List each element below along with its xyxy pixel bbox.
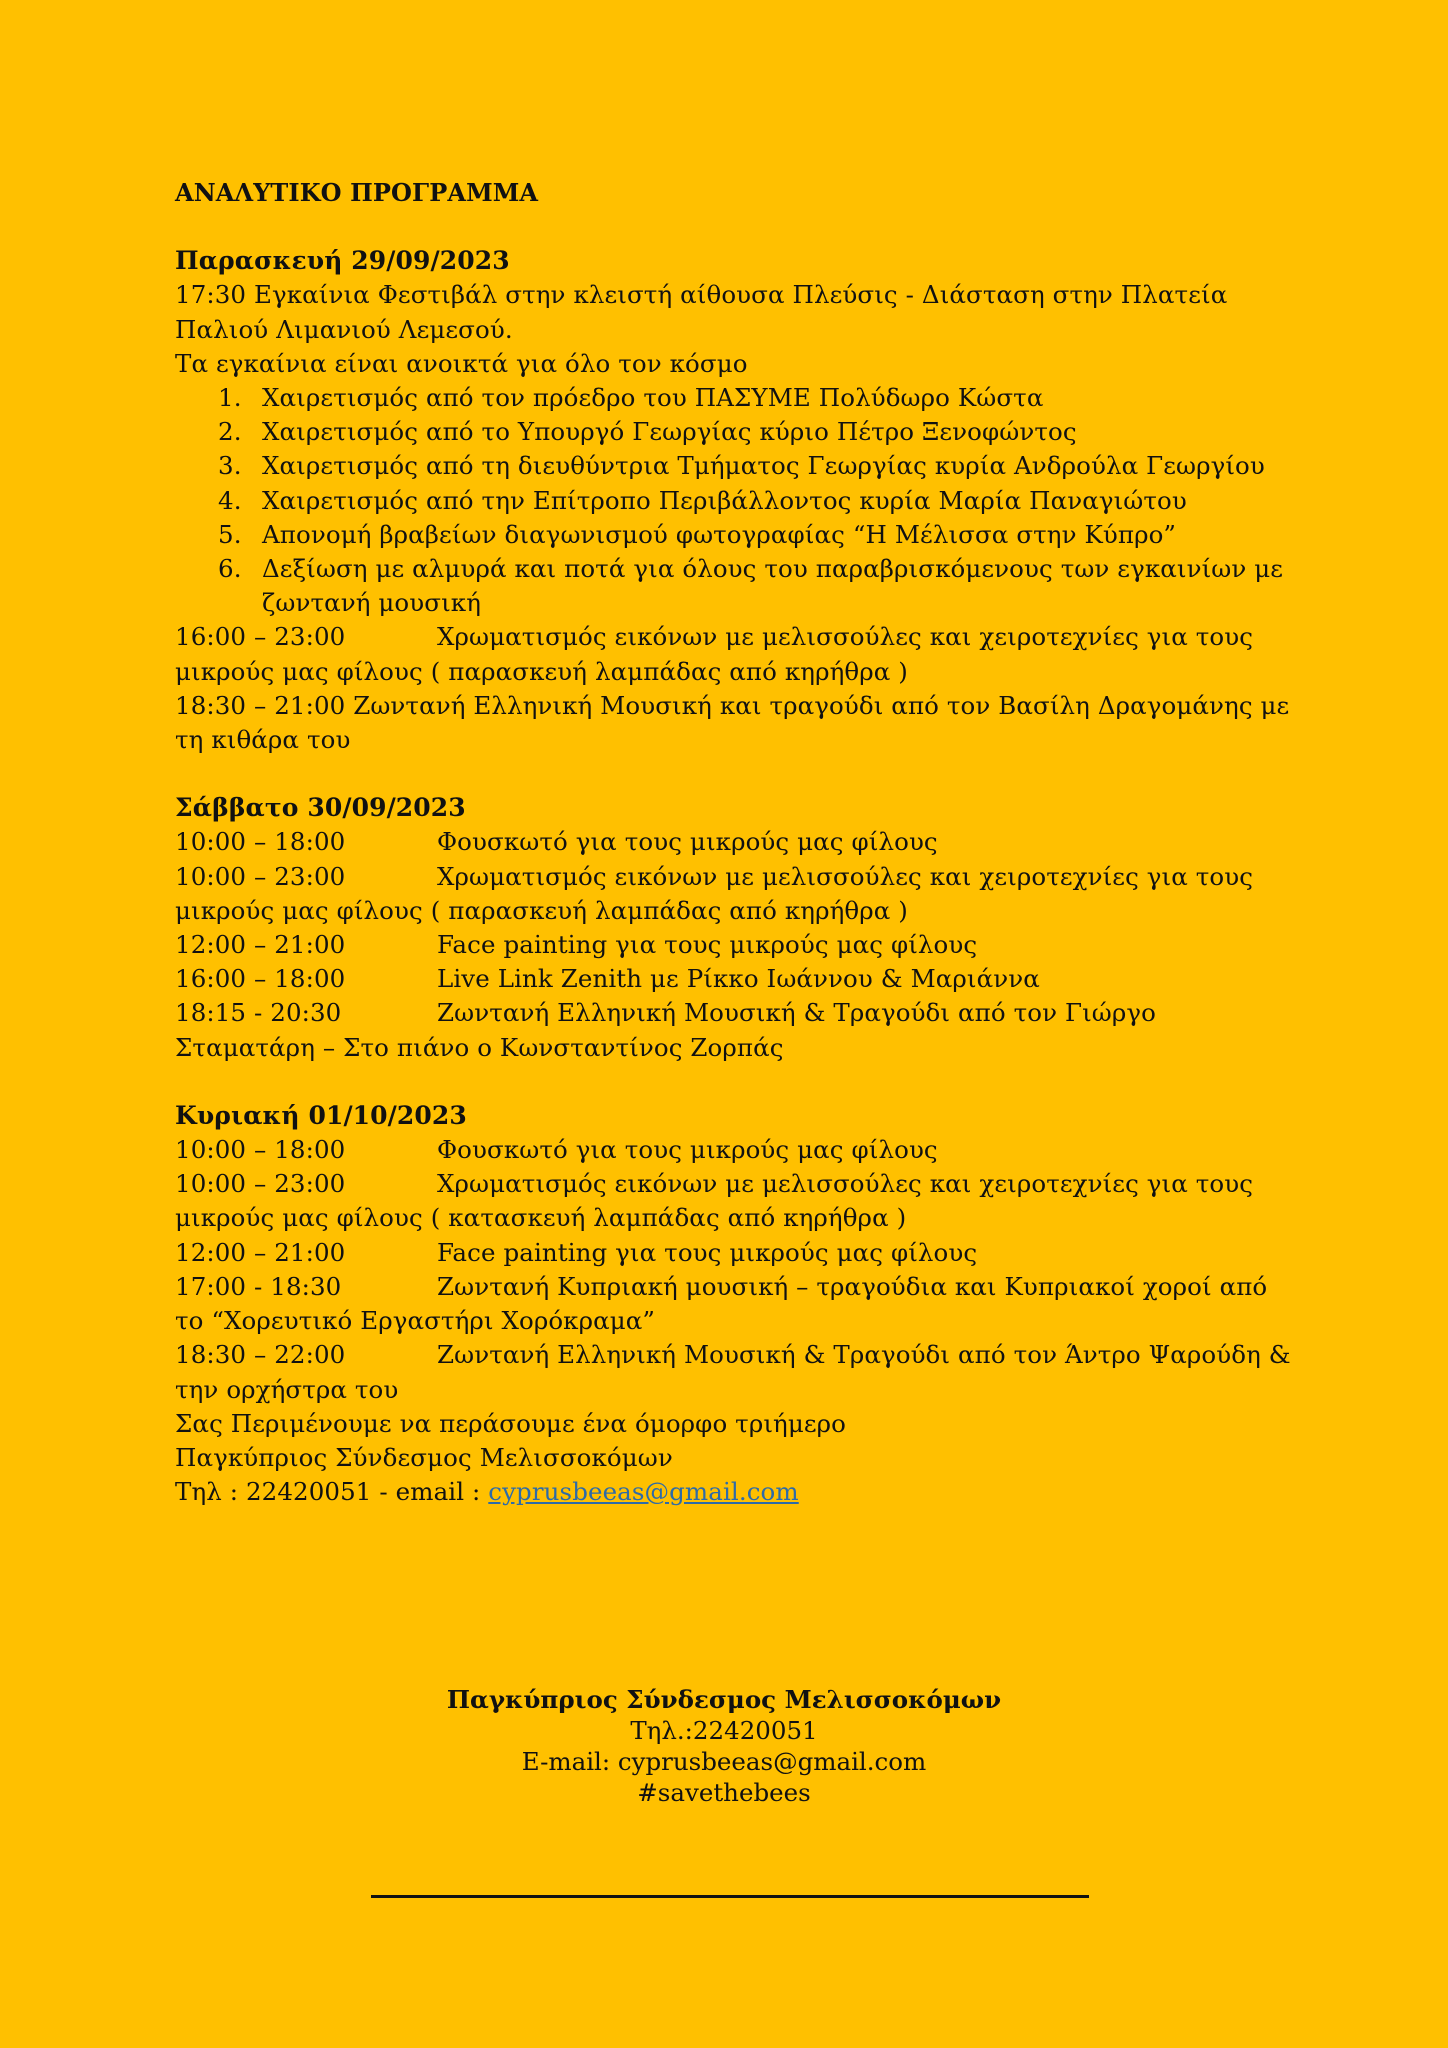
list-text: Δεξίωση με αλμυρά και ποτά για όλους του παραβρισκόμενους των εγκαινίων με ζωντανή μουσική <box>262 554 1284 618</box>
contact-line <box>175 1475 1295 1509</box>
ceremony-item <box>175 552 1295 620</box>
event-time: 12:00 – 21:00 <box>175 1237 346 1267</box>
event-time: 10:00 – 18:00 <box>175 1135 346 1165</box>
event-description: Face painting για τους μικρούς μας φίλους <box>437 1237 978 1267</box>
list-text: Χαιρετισμός από τη διευθύντρια Τμήματος Γεωργίας κυρία Ανδρούλα Γεωργίου <box>262 451 1265 481</box>
footer-email: E-mail: cyprusbeeas@gmail.com <box>521 1747 927 1776</box>
event-description: Φουσκωτό για τους μικρούς μας φίλους <box>437 1135 938 1165</box>
day-heading: Παρασκευή 29/09/2023 <box>175 246 510 276</box>
event-description: Χρωματισμός εικόνων με μελισσούλες και χειροτεχνίες για τους μικρούς μας φίλους ( κατασκευή λαμπάδας από κηρήθρα ) <box>175 1169 1254 1233</box>
list-number: 3. <box>218 451 242 481</box>
document-title: ΑΝΑΛΥΤΙΚΟ ΠΡΟΓΡΑΜΜΑ <box>175 178 539 207</box>
ceremony-item <box>175 415 1295 449</box>
schedule-entry <box>175 996 1295 1064</box>
ceremony-item <box>175 518 1295 552</box>
schedule-entry <box>175 1236 1295 1270</box>
footer-phone: Τηλ.:22420051 <box>630 1716 818 1745</box>
day-heading: Σάββατο 30/09/2023 <box>175 793 466 823</box>
footer-hashtag: #savethebees <box>637 1778 811 1807</box>
schedule-entry <box>175 1133 1295 1167</box>
event-description: Ζωντανή Ελληνική Μουσική & Τραγούδι από τον Άντρο Ψαρούδη & την ορχήστρα του <box>175 1340 1291 1404</box>
event-time: 16:00 – 18:00 <box>175 964 346 994</box>
list-number: 5. <box>218 519 242 549</box>
day-heading: Κυριακή 01/10/2023 <box>175 1100 467 1130</box>
event-description: Ζωντανή Ελληνική Μουσική & Τραγούδι από τον Γιώργο Σταματάρη – Στο πιάνο ο Κωνσταντίνος Ζορπάς <box>175 998 1156 1062</box>
schedule-entry <box>175 962 1295 996</box>
list-text: Απονομή βραβείων διαγωνισμού φωτογραφίας “Η Μέλισσα στην Κύπρο” <box>262 519 1177 549</box>
list-number: 6. <box>218 554 242 584</box>
list-text: Χαιρετισμός από το Υπουργό Γεωργίας κύριο Πέτρο Ξενοφώντος <box>262 417 1077 447</box>
event-time: 17:00 - 18:30 <box>175 1271 342 1301</box>
event-description: Χρωματισμός εικόνων με μελισσούλες και χειροτεχνίες για τους μικρούς μας φίλους ( παρασκευή λαμπάδας από κηρήθρα ) <box>175 622 1254 686</box>
opening-ceremony-text: 17:30 Εγκαίνια Φεστιβάλ στην κλειστή αίθουσα Πλεύσις - Διάσταση στην Πλατεία Παλιού Λιμανιού Λεμεσού. <box>175 280 1228 344</box>
day-section-sunday <box>175 1099 1295 1509</box>
schedule-entry <box>175 860 1295 928</box>
list-number: 1. <box>218 383 242 413</box>
day-section-friday <box>175 244 1295 757</box>
event-description: Face painting για τους μικρούς μας φίλους <box>437 930 978 960</box>
event-description: Ζωντανή Κυπριακή μουσική – τραγούδια και Κυπριακοί χοροί από το “Χορευτικό Εργαστήρι Χορόκραμα” <box>175 1271 1268 1336</box>
schedule-entry <box>175 1167 1295 1235</box>
contact-prefix: Τηλ : 22420051 - email : <box>175 1477 489 1507</box>
email-link[interactable]: cyprusbeeas@gmail.com <box>488 1477 799 1507</box>
event-time: 18:15 - 20:30 <box>175 998 342 1028</box>
list-number: 4. <box>218 485 242 515</box>
schedule-entry <box>175 1338 1295 1406</box>
event-time: 18:30 – 21:00 <box>175 690 346 720</box>
event-description: Ζωντανή Ελληνική Μουσική και τραγούδι από τον Βασίλη Δραγομάνης με τη κιθάρα του <box>175 690 1290 755</box>
list-text: Χαιρετισμός από τον πρόεδρο του ΠΑΣΥΜΕ Πολύδωρο Κώστα <box>262 383 1044 413</box>
program-document <box>175 176 1295 1509</box>
schedule-entry <box>175 1270 1295 1338</box>
schedule-entry <box>175 825 1295 859</box>
closing-message: Σας Περιμένουμε να περάσουμε ένα όμορφο τριήμερο <box>175 1408 846 1438</box>
ceremony-item <box>175 381 1295 415</box>
event-description: Φουσκωτό για τους μικρούς μας φίλους <box>437 827 938 857</box>
event-description: Live Link Zenith με Ρίκκο Ιωάννου & Μαριάννα <box>437 964 1040 994</box>
schedule-entry <box>175 689 1295 757</box>
day-section-saturday <box>175 791 1295 1065</box>
ceremony-item <box>175 449 1295 483</box>
ceremony-item <box>175 484 1295 518</box>
footer-org-name: Παγκύπριος Σύνδεσμος Μελισσοκόμων <box>446 1685 1002 1714</box>
closing-signature: Παγκύπριος Σύνδεσμος Μελισσοκόμων <box>175 1442 673 1472</box>
event-description: Χρωματισμός εικόνων με μελισσούλες και χειροτεχνίες για τους μικρούς μας φίλους ( παρασκευή λαμπάδας από κηρήθρα ) <box>175 861 1254 925</box>
event-time: 10:00 – 18:00 <box>175 827 346 857</box>
footer <box>0 1684 1448 1808</box>
event-time: 10:00 – 23:00 <box>175 861 346 891</box>
event-time: 16:00 – 23:00 <box>175 622 346 652</box>
ceremony-list <box>175 381 1295 620</box>
list-text: Χαιρετισμός από την Επίτροπο Περιβάλλοντος κυρία Μαρία Παναγιώτου <box>262 485 1187 515</box>
opening-open-note: Τα εγκαίνια είναι ανοικτά για όλο τον κόσμο <box>175 348 748 378</box>
footer-divider <box>371 1895 1089 1898</box>
list-number: 2. <box>218 417 242 447</box>
schedule-entry <box>175 620 1295 688</box>
event-time: 12:00 – 21:00 <box>175 930 346 960</box>
schedule-entry <box>175 928 1295 962</box>
event-time: 10:00 – 23:00 <box>175 1169 346 1199</box>
event-time: 18:30 – 22:00 <box>175 1340 346 1370</box>
